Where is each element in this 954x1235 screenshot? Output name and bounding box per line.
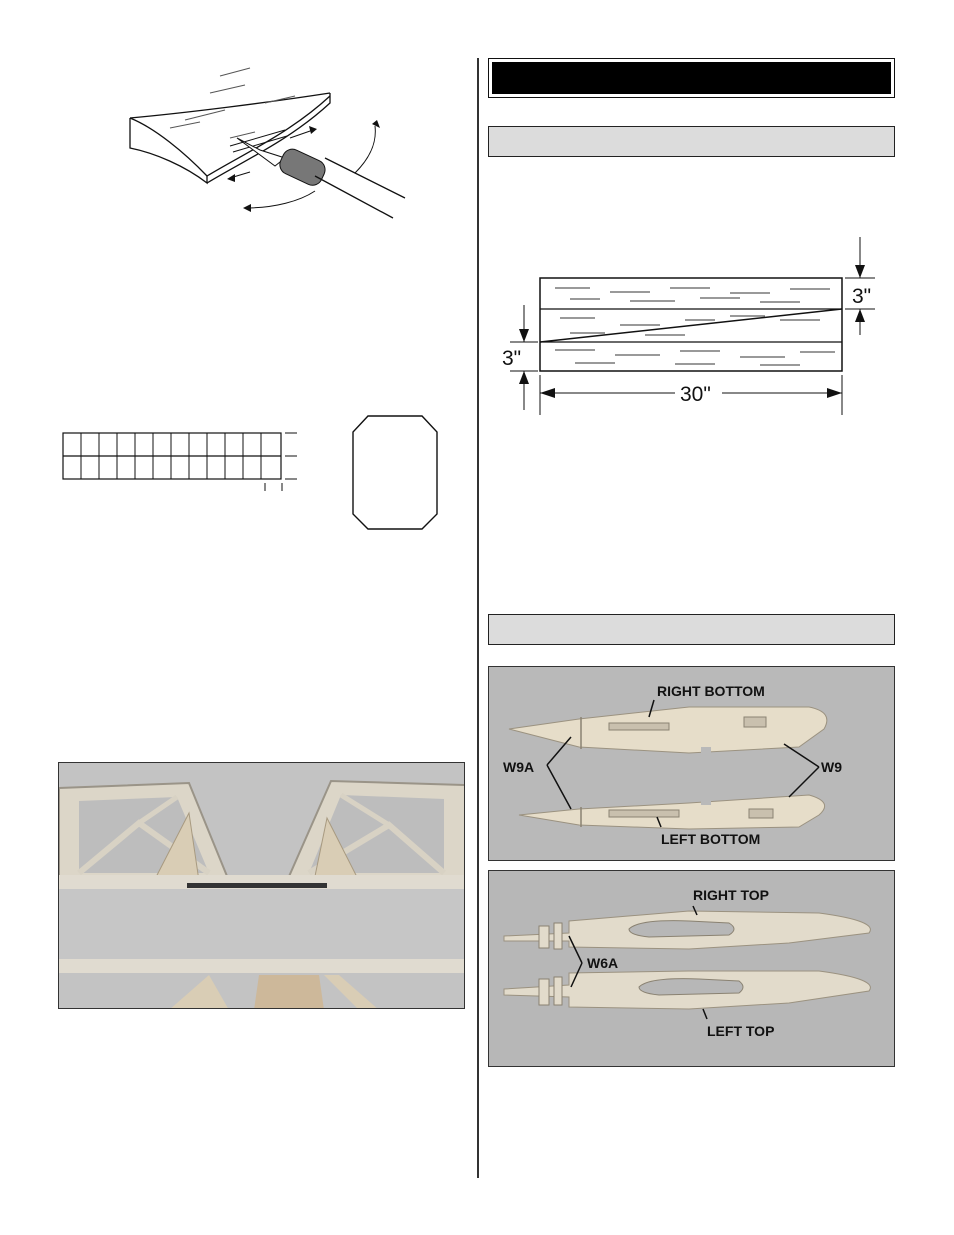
dim-left: 3" [502, 347, 522, 370]
section-bar-sheeting [488, 126, 895, 157]
label-w9: W9 [821, 759, 842, 775]
label-left-bottom: LEFT BOTTOM [661, 831, 761, 847]
dim-length: 30" [680, 383, 711, 406]
section-bar-ribs [488, 614, 895, 645]
top-ribs-art [489, 871, 895, 1067]
label-left-top: LEFT TOP [707, 1023, 775, 1039]
sheet-cut-diagram [500, 225, 890, 420]
section-title-bar [488, 58, 895, 98]
label-right-top: RIGHT TOP [693, 887, 769, 903]
column-divider [477, 58, 479, 1178]
knife-cutting-illustration [125, 58, 410, 223]
dim-top-right: 3" [852, 285, 872, 308]
wing-joint-photo-art [59, 763, 465, 1009]
bottom-ribs-photo [488, 666, 895, 861]
octagon-outline [350, 414, 440, 532]
title-bar-fill [492, 62, 891, 94]
label-w6a: W6A [587, 955, 619, 971]
label-right-bottom: RIGHT BOTTOM [657, 683, 765, 699]
grid-drawing [60, 425, 305, 495]
label-w9a: W9A [503, 759, 535, 775]
top-ribs-photo [488, 870, 895, 1067]
wing-joint-photo [58, 762, 465, 1009]
